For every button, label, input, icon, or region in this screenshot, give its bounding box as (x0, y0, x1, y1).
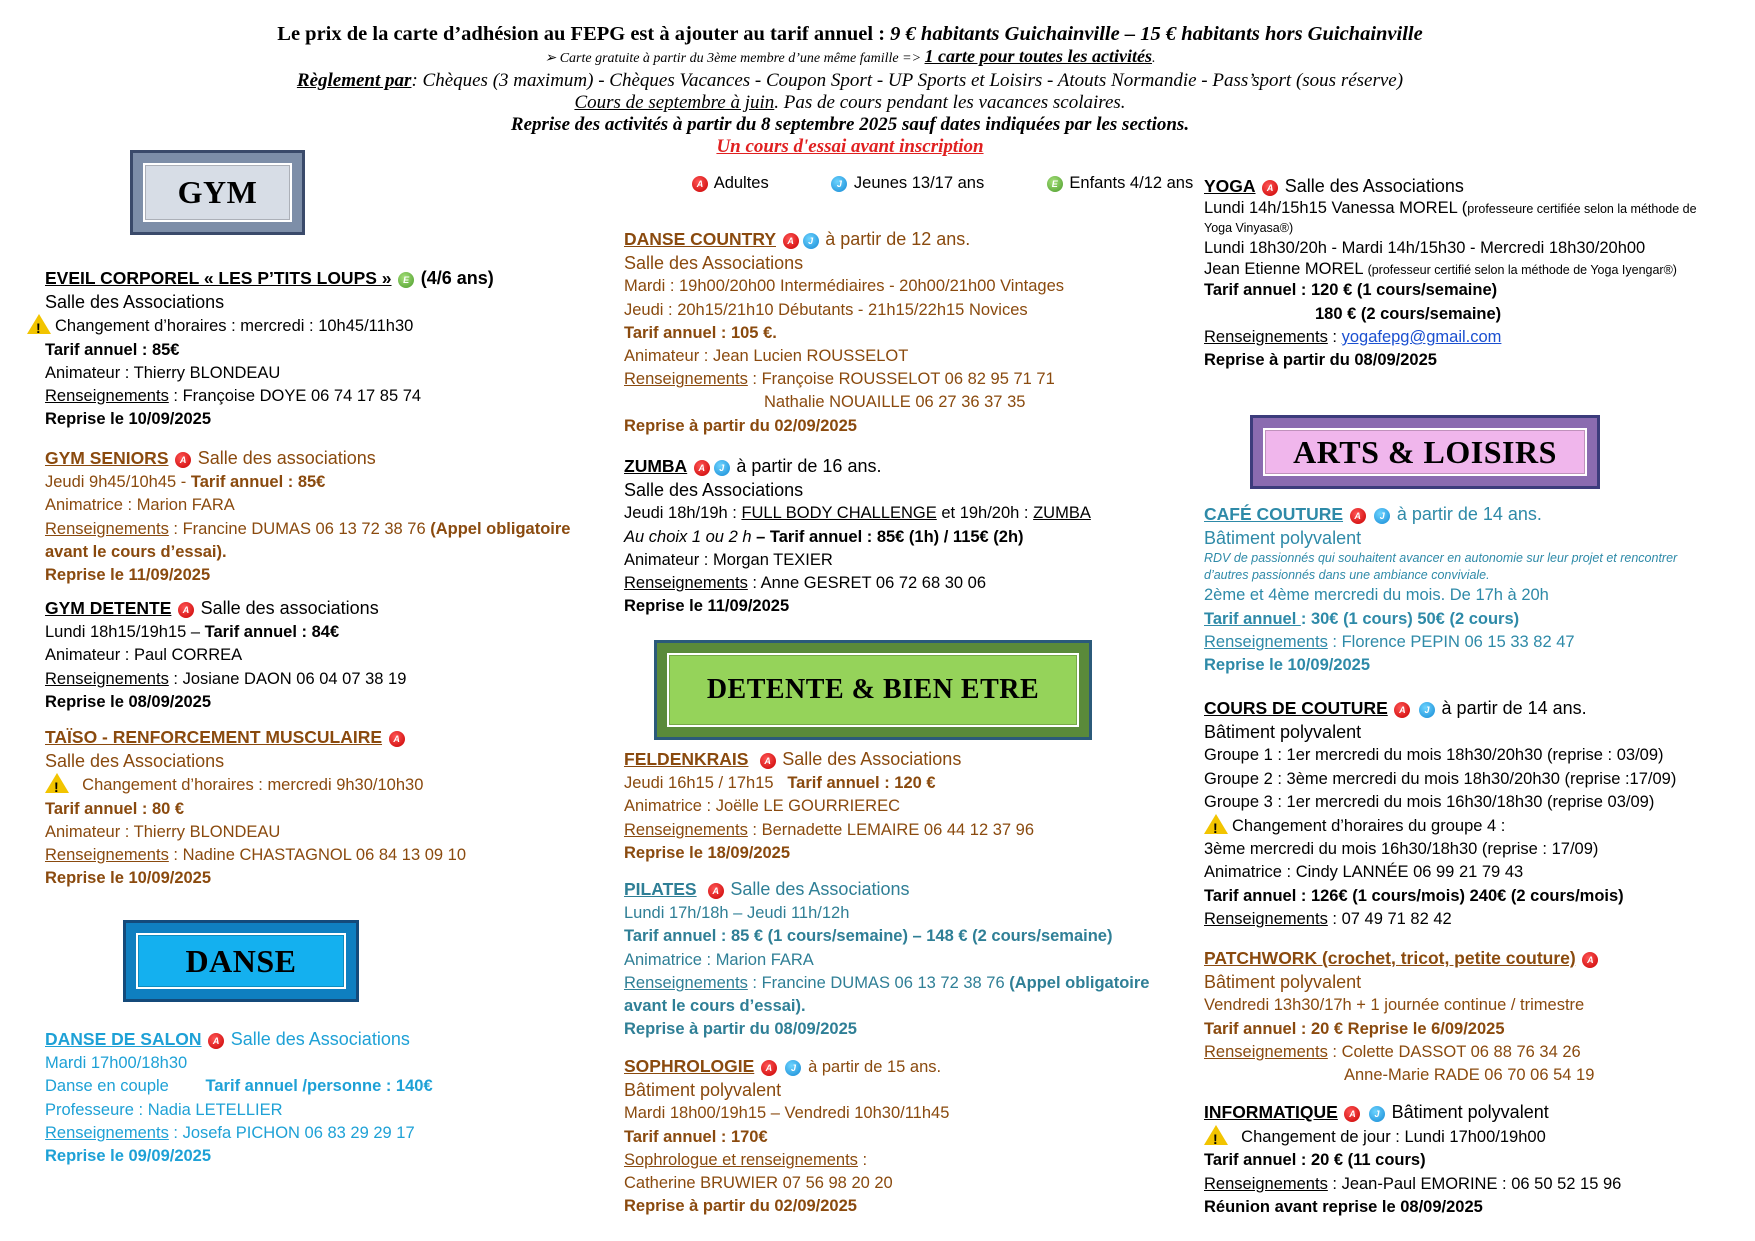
warning-icon (45, 773, 69, 793)
teen-icon: J (803, 233, 819, 249)
adult-icon: A (389, 731, 405, 747)
section-eveil: EVEIL CORPOREL « LES P’TITS LOUPS » E (4/6 ans) Salle des Associations !Changement d’horaires : mercredi : 10h45/11h30 Tarif annuel : 85€ Animateur : Thierry BLONDEAU Renseignements : Françoise DOYE 06 74 17 85 74 Reprise le 10/09/2025 (45, 267, 605, 431)
kid-icon: E (398, 272, 414, 288)
teen-icon: J (831, 176, 847, 192)
header-line-3: Règlement par: Chèques (3 maximum) - Chèques Vacances - Coupon Sport - UP Sports et Loisirs - Atouts Normandie - Pass’sport (sous réserve) (296, 70, 1404, 91)
section-pilates: PILATES A Salle des Associations Lundi 17h/18h – Jeudi 11h/12h Tarif annuel : 85 € (1 cours/semaine) – 148 € (2 cours/semaine) Animatrice : Marion FARA Renseignements : Francine DUMAS 06 13 72 38 76 (Appel obligatoire avant le cours d’essai). Reprise à partir du 08/09/2025 (624, 879, 1150, 1039)
header-trial-notice: Un cours d'essai avant inscription (716, 136, 984, 157)
section-zumba: ZUMBA A J à partir de 16 ans. Salle des Associations Jeudi 18h/19h : FULL BODY CHALLENGE et 19h/20h : ZUMBA Au choix 1 ou 2 h – Tarif annuel : 85€ (1h) / 115€ (2h) Animateur : Morgan TEXIER Renseignements : Anne GESRET 06 72 68 30 06 Reprise le 11/09/2025 (624, 456, 1091, 616)
warning-icon (27, 314, 51, 334)
section-danse-country: DANSE COUNTRY A J à partir de 12 ans. Salle des Associations Mardi : 19h00/20h00 Intermédiaires - 20h00/21h00 Vintages Jeudi : 20h15/21h10 Débutants - 21h15/22h15 Novices Tarif annuel : 105 €. Animateur : Jean Lucien ROUSSELOT Renseignements : Françoise ROUSSELOT 06 82 95 71 71 Nathalie NOUAILLE 06 27 36 37 35 Reprise à partir du 02/09/2025 (624, 229, 1064, 435)
teen-icon: J (1369, 1106, 1385, 1122)
warning-icon (1204, 1125, 1228, 1145)
legend-teens: Jeunes 13/17 ans (853, 174, 985, 192)
adult-icon: A (708, 883, 724, 899)
adult-icon: A (694, 460, 710, 476)
banner-gym: GYM (130, 150, 305, 235)
adult-icon: A (208, 1033, 224, 1049)
legend (690, 174, 1249, 193)
adult-icon: A (783, 233, 799, 249)
yoga-email-link[interactable]: yogafepg@gmail.com (1341, 327, 1502, 346)
adult-icon: A (692, 176, 708, 192)
banner-detente: DETENTE & BIEN ETRE (654, 640, 1092, 740)
warning-icon (1204, 814, 1228, 834)
banner-arts: ARTS & LOISIRS (1250, 415, 1600, 489)
section-feldenkrais: FELDENKRAIS A Salle des Associations Jeudi 16h15 / 17h15 Tarif annuel : 120 € Animatrice : Joëlle LE GOURRIEREC Renseignements : Bernadette LEMAIRE 06 44 12 37 96 Reprise le 18/09/2025 (624, 749, 1035, 862)
adult-icon: A (178, 602, 194, 618)
kid-icon: E (1047, 176, 1063, 192)
section-gym-detente: GYM DETENTE A Salle des associations Lundi 18h15/19h15 – Tarif annuel : 84€ Animateur : Paul CORREA Renseignements : Josiane DAON 06 04 07 38 19 Reprise le 08/09/2025 (45, 598, 407, 711)
teen-icon: J (1374, 508, 1390, 524)
section-cours-couture: COURS DE COUTURE A J à partir de 14 ans. Bâtiment polyvalent Groupe 1 : 1er mercredi du mois 18h30/20h30 (reprise : 03/09) Groupe 2 : 3ème mercredi du mois 18h30/20h30 (reprise :17/09) Groupe 3 : 1er mercredi du mois 16h30/18h30 (reprise 03/09) !Changement d’horaires du groupe 4 : 3ème mercredi du mois 16h30/18h30 (reprise : 17/09) Animatrice : Cindy LANNÉE 06 99 21 79 43 Tarif annuel : 126€ (1 cours/mois) 240€ (2 cours/mois) Renseignements : 07 49 71 82 42 (1204, 697, 1714, 931)
adult-icon: A (175, 452, 191, 468)
adult-icon: A (1350, 508, 1366, 524)
adult-icon: A (760, 753, 776, 769)
header-line-5: Reprise des activités à partir du 8 septembre 2025 sauf dates indiquées par les sections. (510, 114, 1190, 135)
header-line-4: Cours de septembre à juin. Pas de cours pendant les vacances scolaires. (574, 92, 1126, 113)
adult-icon: A (1582, 952, 1598, 968)
section-patchwork: PATCHWORK (crochet, tricot, petite couture) A Bâtiment polyvalent Vendredi 13h30/17h + 1 journée continue / trimestre Tarif annuel : 20 € Reprise le 6/09/2025 Renseignements : Colette DASSOT 06 88 76 34 26 Anne-Marie RADE 06 70 06 54 19 (1204, 947, 1714, 1087)
section-cafe-couture: CAFÉ COUTURE A J à partir de 14 ans. Bâtiment polyvalent RDV de passionnés qui souhaitent avancer en autonomie sur leur projet et rencontrer d’autres passionnés dans une ambiance conviviale. 2ème et 4ème mercredi du mois. De 17h à 20h Tarif annuel : 30€ (1 cours) 50€ (2 cours) Renseignements : Florence PEPIN 06 15 33 82 47 Reprise le 10/09/2025 (1204, 504, 1678, 675)
section-gym-seniors: GYM SENIORS A Salle des associations Jeudi 9h45/10h45 - Tarif annuel : 85€ Animatrice : Marion FARA Renseignements : Francine DUMAS 06 13 72 38 76 (Appel obligatoire avant le cours d’essai). Reprise le 11/09/2025 (45, 448, 571, 585)
adult-icon: A (761, 1060, 777, 1076)
teen-icon: J (714, 460, 730, 476)
legend-adults: Adultes (713, 174, 769, 192)
section-yoga: YOGA A Salle des Associations Lundi 14h/15h15 Vanessa MOREL (professeure certifiée selon la méthode de Yoga Vinyasa®) Lundi 18h30/20h - Mardi 14h/15h30 - Mercredi 18h30/20h00 Jean Etienne MOREL (professeur certifié selon la méthode de Yoga Iyengar®) Tarif annuel : 120 € (1 cours/semaine) 180 € (2 cours/semaine) Renseignements : yogafepg@gmail.com Reprise à partir du 08/09/2025 (1204, 176, 1697, 370)
banner-danse: DANSE (123, 920, 359, 1002)
adult-icon: A (1262, 180, 1278, 196)
adult-icon: A (1394, 702, 1410, 718)
eveil-title: EVEIL CORPOREL « LES P’TITS LOUPS » (45, 268, 392, 288)
section-informatique: INFORMATIQUE A J Bâtiment polyvalent ! Changement de jour : Lundi 17h00/19h00 Tarif annuel : 20 € (11 cours) Renseignements : Jean-Paul EMORINE : 06 50 52 15 96 Réunion avant reprise le 08/09/2025 (1204, 1101, 1714, 1219)
teen-icon: J (785, 1060, 801, 1076)
section-taiso: TAÏSO - RENFORCEMENT MUSCULAIRE A Salle des Associations ! Changement d’horaires : mercredi 9h30/10h30 Tarif annuel : 80 € Animateur : Thierry BLONDEAU Renseignements : Nadine CHASTAGNOL 06 84 13 09 10 Reprise le 10/09/2025 (45, 726, 605, 890)
adult-icon: A (1344, 1106, 1360, 1122)
header (0, 22, 1700, 158)
section-sophrologie: SOPHROLOGIE A J à partir de 15 ans. Bâtiment polyvalent Mardi 18h00/19h15 – Vendredi 10h30/11h45 Tarif annuel : 170€ Sophrologue et renseignements : Catherine BRUWIER 07 56 98 20 20 Reprise à partir du 02/09/2025 (624, 1056, 950, 1216)
legend-kids: Enfants 4/12 ans (1069, 174, 1194, 192)
header-line-1: Le prix de la carte d’adhésion au FEPG est à ajouter au tarif annuel : 9 € habitants Guichainville – 15 € habitants hors Guichainville (277, 23, 1423, 45)
section-danse-salon: DANSE DE SALON A Salle des Associations Mardi 17h00/18h30 Danse en couple Tarif annuel /personne : 140€ Professeure : Nadia LETELLIER Renseignements : Josefa PICHON 06 83 29 29 17 Reprise le 09/09/2025 (45, 1029, 433, 1166)
header-line-2: ➢ Carte gratuite à partir du 3ème membre d’une même famille => 1 carte pour toutes les activités. (544, 46, 1156, 66)
teen-icon: J (1419, 702, 1435, 718)
